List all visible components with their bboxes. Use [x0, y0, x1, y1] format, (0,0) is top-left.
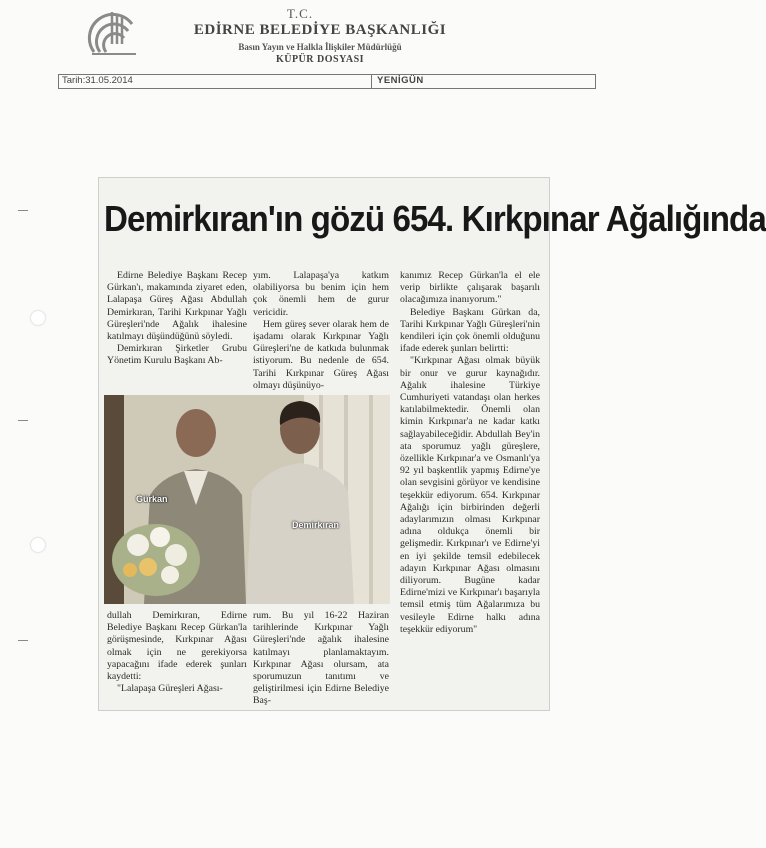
article-headline: Demirkıran'ın gözü 654. Kırkpınar Ağalığında — [104, 198, 766, 239]
punch-hole — [31, 538, 45, 552]
article-photo — [104, 395, 390, 604]
punch-hole — [31, 311, 45, 325]
paragraph: rum. Bu yıl 16-22 Haziran tarihlerinde Kırkpınar Yağlı Güreşleri'nde ağalık ihalesine katılmayı planlamaktayım. Kırkpınar Ağası olursam, ata sporumuzun tanıtımı ve geliştirilmesi için Edirne Belediye Baş- — [253, 610, 389, 707]
article-column-3 — [400, 270, 540, 636]
paragraph: Demirkıran Şirketler Grubu Yönetim Kurulu Başkanı Ab- — [107, 343, 247, 367]
header-municipality: EDİRNE BELEDİYE BAŞKANLIĞI — [193, 22, 447, 38]
margin-mark — [18, 420, 28, 421]
paragraph: yım. Lalapaşa'ya katkım olabiliyorsa bu benim için hem çok önemli hem de gurur vericidir. — [253, 270, 389, 318]
header-department: Basın Yayın ve Halkla İlişkiler Müdürlüğü — [238, 42, 402, 52]
paragraph: Hem güreş sever olarak hem de işadamı olarak Kırkpınar Yağlı Güreşleri'ne de katkıda bulunmak istiyorum. Bu nedenle de 654. Tarihi Kırkpınar Güreş Ağası olmayı düşünüyo- — [253, 318, 389, 391]
photo-caption-left: Gürkan — [136, 494, 168, 504]
clipping-date: Tarih:31.05.2014 — [62, 75, 133, 86]
paragraph: kanımız Recep Gürkan'la el ele verip birlikte çalışarak başarılı olacağımıza inanıyorum." — [400, 270, 540, 306]
paragraph: dullah Demirkıran, Edirne Belediye Başkanı Recep Gürkan'la görüşmesinde, Kırkpınar Ağası olmak için ne gerekiyorsa yapacağını ifade ederek şunları kaydetti: — [107, 610, 247, 683]
paragraph: "Lalapaşa Güreşleri Ağası- — [117, 683, 223, 695]
photo-caption-right: Demirkıran — [292, 520, 340, 530]
article-column-2-continued — [253, 610, 389, 708]
article-column-1-continued — [107, 610, 247, 695]
article-column-1 — [107, 270, 247, 368]
header-archive-title: KÜPÜR DOSYASI — [275, 54, 365, 65]
margin-mark — [18, 640, 28, 641]
article-column-2 — [253, 270, 389, 392]
margin-mark — [18, 210, 28, 211]
paragraph: Edirne Belediye Başkanı Recep Gürkan'ı, makamında ziyaret eden, Lalapaşa Güreş Ağası Abdullah Demirkıran, Tarihi Kırkpınar Yağlı Güreşleri'nde Ağalık ihalesine katılmayı düşündüğünü söyledi. — [107, 270, 247, 343]
paragraph: Belediye Başkanı Gürkan da, Tarihi Kırkpınar Yağlı Güreşleri'nin kendileri için çok önemli olduğunu ifade ederek şunları belirtti: — [400, 306, 540, 355]
date-source-bar — [58, 74, 596, 89]
bar-divider — [371, 75, 372, 88]
paragraph: "Kırkpınar Ağası olmak büyük bir onur ve gurur kaynağıdır. Ağalık ihalesine Türkiye Cumhuriyeti vatandaşı olan herkes katılabilmektedir. Önemli olan kimin Kırkpınar'a ne kadar katkı sağlayabileceğidir. Abdullah Bey'in ata sporumuz yağlı güreşlere, özellikle Kırkpınar'a ve Osmanlı'ya 92 yıl başkentlik yapmış Edirne'ye olan sevgisini görüyor ve kendisine teşekkür ediyorum. 654. Kırkpınar Ağalığı için birbirinden değerli adaylarımızın olması Kırkpınar adına oldukça önemli bir gelişmedir. Kırkpınar'ı ve Edirne'yi en iyi şekilde temsil edebilecek adayın Kırkpınar Ağası olmasını diliyorum. Bugüne kadar Edirne'mizi ve Kırkpınar'ı başarıyla temsil etmiş tüm Ağalarımıza bu vesileyle Edirne halkı adına teşekkür ediyorum" — [400, 355, 540, 635]
newspaper-source: YENİGÜN — [377, 75, 424, 86]
header-country: T.C. — [286, 6, 314, 21]
